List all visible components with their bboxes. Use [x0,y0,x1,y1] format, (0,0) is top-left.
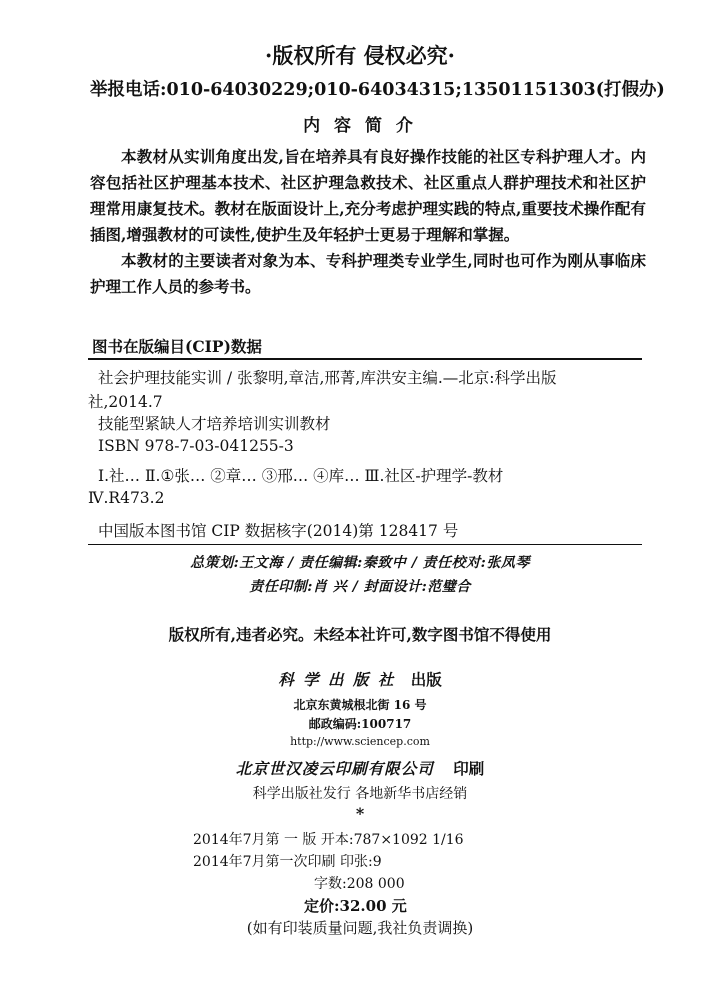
cip-approval: 中国版本图书馆 CIP 数据核字(2014)第 128417 号 [98,522,459,540]
copyright-notice: 版权所有,违者必究。未经本社许可,数字图书馆不得使用 [168,625,552,644]
printing-line: 2014年7月第一次印刷 印张:9 [193,854,382,870]
cip-heading: 图书在版编目(CIP)数据 [92,337,262,356]
cip-entry-line-1: 社会护理技能实训 / 张黎明,章洁,邢菁,库洪安主编.—北京:科学出版 [98,369,557,387]
summary-heading: 内 容 简 介 [303,116,417,136]
summary-paragraph-2: 本教材的主要读者对象为本、专科护理类专业学生,同时也可作为刚从事临床护理工作人员的参考书。 [90,251,646,296]
summary-body [90,144,646,300]
publisher-postcode: 邮政编码:100717 [308,717,412,731]
credits-line-1: 总策划:王文海 / 责任编辑:秦致中 / 责任校对:张凤琴 [190,555,530,571]
publisher-action: 出版 [410,670,442,689]
cip-isbn: ISBN 978-7-03-041255-3 [98,437,294,455]
printer-action: 印刷 [453,759,485,778]
report-phone: 举报电话:010-64030229;010-64034315;13501151303(打假办) [90,80,665,100]
edition-line: 2014年7月第 一 版 开本:787×1092 1/16 [193,832,464,848]
publisher-name: 科 学 出 版 社 [278,670,396,689]
price: 定价:32.00 元 [304,897,407,915]
cip-classification-2: Ⅳ.R473.2 [88,489,165,507]
quality-note: (如有印装质量问题,我社负责调换) [246,919,474,937]
publisher-address: 北京东黄城根北街 16 号 [293,698,427,712]
cip-series: 技能型紧缺人才培养培训实训教材 [98,415,331,433]
printer-name: 北京世汉凌云印刷有限公司 [235,759,434,778]
credits-line-2: 责任印制:肖 兴 / 封面设计:范璧合 [249,579,471,595]
cip-bottom-rule [88,544,642,545]
cip-classification-1: Ⅰ.社… Ⅱ.①张… ②章… ③邢… ④库… Ⅲ.社区-护理学-教材 [98,467,504,485]
word-count: 字数:208 000 [314,876,405,892]
cip-entry-line-2: 社,2014.7 [88,393,163,411]
summary-paragraph-1: 本教材从实训角度出发,旨在培养具有良好操作技能的社区专科护理人才。内容包括社区护理基本技术、社区护理急救技术、社区重点人群护理技术和社区护理常用康复技术。教材在版面设计上,充分考虑护理实践的特点,重要技术操作配有插图,增强教材的可读性,使护生及年轻护士更易于理解和掌握。 [90,147,646,244]
printer-line [0,757,720,779]
publisher-website: http://www.sciencep.com [290,735,430,748]
publisher-line [0,668,720,690]
copyright-title: ·版权所有 侵权必究· [265,43,455,68]
separator-star: * [355,804,365,823]
cip-top-rule [88,358,642,360]
distribution-line: 科学出版社发行 各地新华书店经销 [252,786,468,802]
